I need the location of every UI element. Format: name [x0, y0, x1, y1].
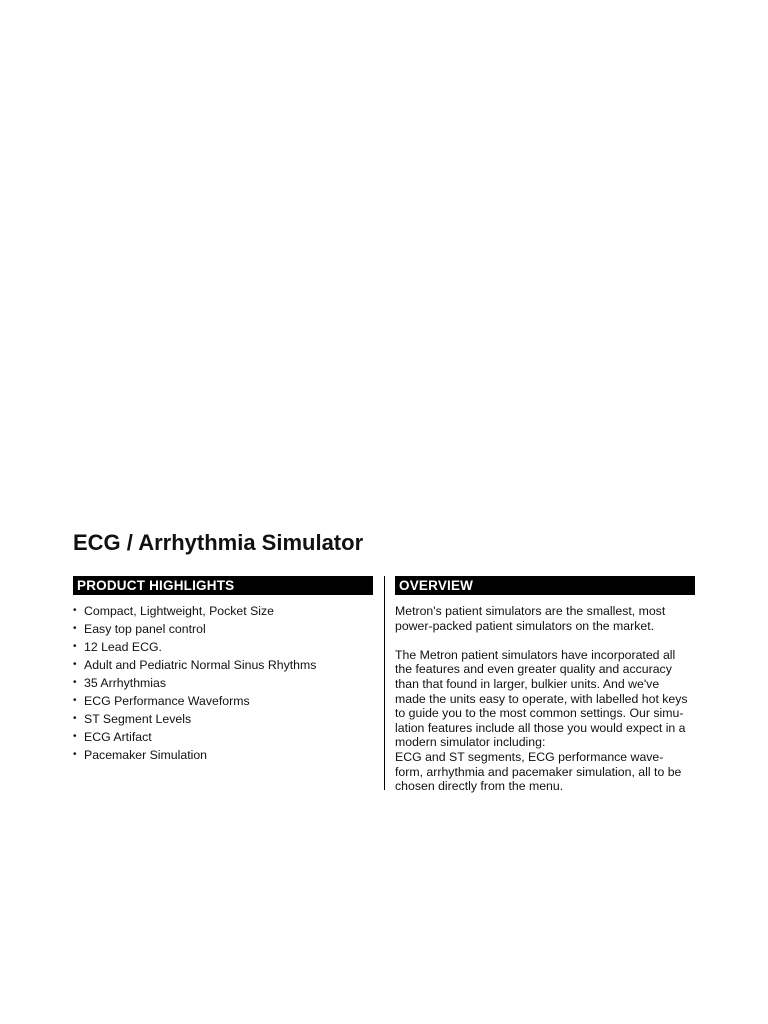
- overview-header: OVERVIEW: [395, 576, 695, 595]
- list-item-text: Pacemaker Simulation: [84, 748, 208, 762]
- overview-section: [395, 576, 695, 794]
- text-line: The Metron patient simulators have incorporated all: [395, 647, 676, 662]
- list-item: [73, 710, 373, 728]
- product-highlights-header: PRODUCT HIGHLIGHTS: [73, 576, 373, 595]
- list-item: [73, 746, 373, 764]
- list-item-text: ECG Performance Waveforms: [84, 694, 250, 708]
- bullet-icon: •: [73, 713, 77, 724]
- highlights-list: [73, 602, 373, 764]
- list-item: [73, 692, 373, 710]
- text-line: than that found in larger, bulkier units. And we've: [395, 676, 660, 691]
- column-divider: [384, 576, 385, 790]
- text-line: ECG and ST segments, ECG performance wave-: [395, 749, 664, 764]
- list-item-text: 35 Arrhythmias: [84, 676, 167, 690]
- text-line: lation features include all those you would expect in a: [395, 720, 686, 735]
- bullet-icon: •: [73, 695, 77, 706]
- list-item: [73, 656, 373, 674]
- list-item-text: Adult and Pediatric Normal Sinus Rhythms: [84, 658, 317, 672]
- list-item-text: 12 Lead ECG.: [84, 640, 162, 654]
- bullet-icon: •: [73, 605, 77, 616]
- text-line: made the units easy to operate, with labelled hot keys: [395, 691, 688, 706]
- overview-paragraph: [395, 648, 695, 794]
- bullet-icon: •: [73, 677, 77, 688]
- text-line: modern simulator including:: [395, 735, 546, 750]
- bullet-icon: •: [73, 731, 77, 742]
- text-line: form, arrhythmia and pacemaker simulation, all to be: [395, 764, 682, 779]
- list-item: [73, 638, 373, 656]
- text-line: to guide you to the most common settings. Our simu-: [395, 706, 684, 721]
- overview-paragraph: [395, 604, 695, 633]
- bullet-icon: •: [73, 641, 77, 652]
- product-highlights-section: [73, 576, 373, 764]
- list-item: [73, 728, 373, 746]
- text-line: the features and even greater quality and accuracy: [395, 662, 672, 677]
- list-item-text: ECG Artifact: [84, 730, 152, 744]
- page-title: ECG / Arrhythmia Simulator: [73, 530, 364, 555]
- text-line: power-packed patient simulators on the market.: [395, 618, 655, 633]
- list-item: [73, 620, 373, 638]
- list-item: [73, 674, 373, 692]
- bullet-icon: •: [73, 623, 77, 634]
- list-item-text: Easy top panel control: [84, 622, 206, 636]
- overview-body: [395, 604, 695, 794]
- bullet-icon: •: [73, 749, 77, 760]
- list-item-text: ST Segment Levels: [84, 712, 192, 726]
- bullet-icon: •: [73, 659, 77, 670]
- list-item-text: Compact, Lightweight, Pocket Size: [84, 604, 275, 618]
- text-line: Metron's patient simulators are the smallest, most: [395, 604, 666, 618]
- list-item: [73, 602, 373, 620]
- text-line: chosen directly from the menu.: [395, 779, 564, 794]
